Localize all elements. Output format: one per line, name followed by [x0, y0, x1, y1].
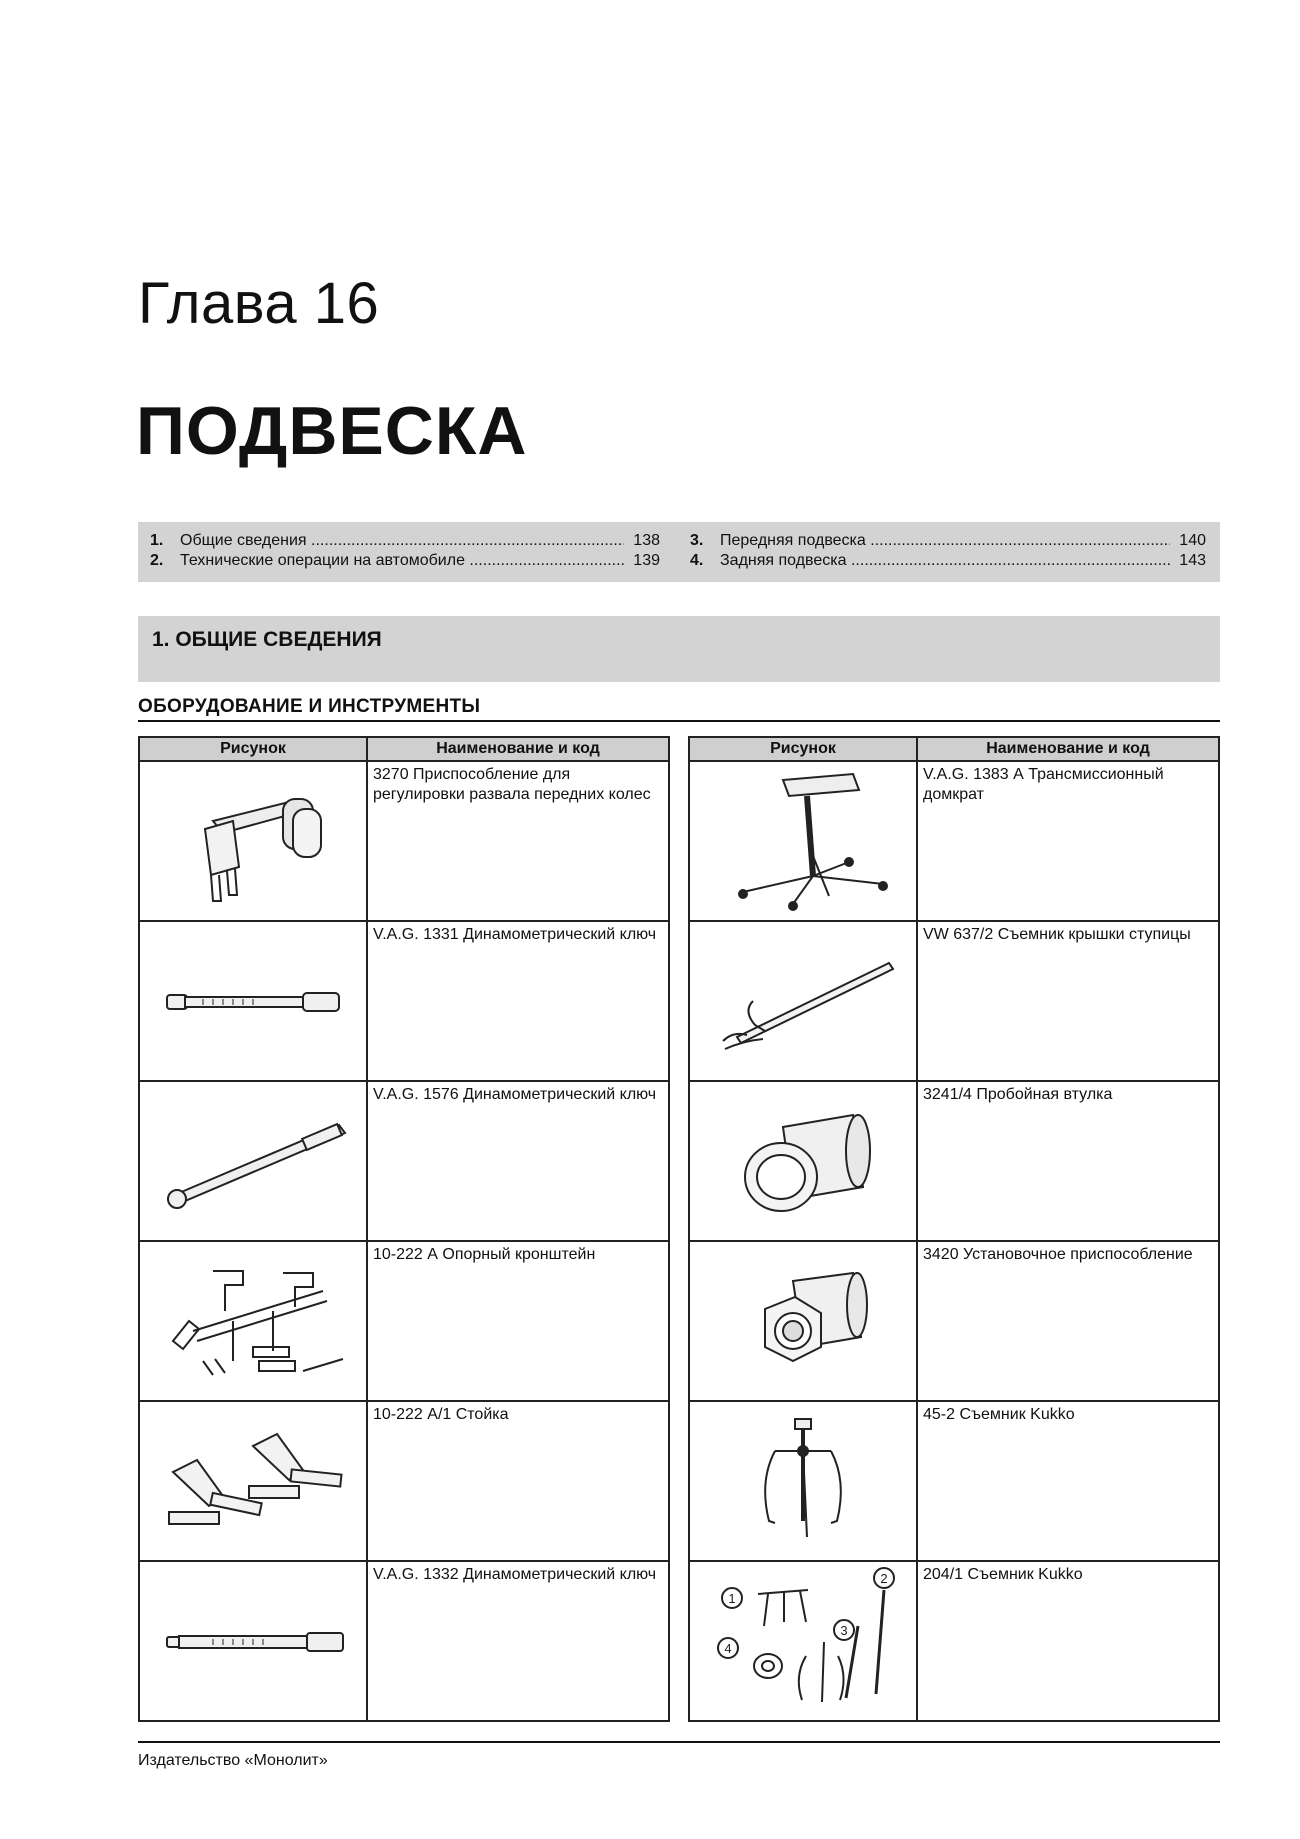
chapter-title: ПОДВЕСКА: [136, 393, 528, 469]
tool-name: 45-2 Съемник Kukko: [917, 1401, 1219, 1561]
tool-picture-cell: [689, 761, 917, 921]
section-header: [138, 616, 1220, 682]
tool-picture-cell: [689, 921, 917, 1081]
tool-picture-cell: [689, 1401, 917, 1561]
hub-cap-puller-icon: [703, 941, 903, 1061]
kukko-puller-icon: [703, 1411, 903, 1551]
tool-name: V.A.G. 1332 Динамометрический ключ: [367, 1561, 669, 1721]
column-header-name: Наименование и код: [367, 737, 669, 761]
toc-page: 139: [633, 552, 660, 569]
toc-item[interactable]: [690, 552, 1206, 572]
table-row: [139, 1241, 669, 1401]
tool-name: V.A.G. 1383 А Трансмиссионный домкрат: [917, 761, 1219, 921]
tool-name: 3420 Установочное приспособление: [917, 1241, 1219, 1401]
table-row: [139, 921, 669, 1081]
tool-picture-cell: [139, 1561, 367, 1721]
torque-wrench-long-icon: [153, 1101, 353, 1221]
toc-title: Задняя подвеска .....: [720, 552, 1170, 570]
set-label: 4: [724, 1641, 732, 1656]
toc-item[interactable]: [150, 532, 660, 552]
equipment-heading: ОБОРУДОВАНИЕ И ИНСТРУМЕНТЫ: [138, 696, 481, 717]
table-row: [689, 1241, 1219, 1401]
tool-picture-cell: [139, 1081, 367, 1241]
table-row: [689, 921, 1219, 1081]
table-row: [689, 1081, 1219, 1241]
tool-picture-cell: [139, 1401, 367, 1561]
table-row: [689, 761, 1219, 921]
heading-divider: [138, 720, 1220, 722]
tools-table-right: [688, 736, 1220, 1722]
tool-name: V.A.G. 1331 Динамометрический ключ: [367, 921, 669, 1081]
footer-divider: [138, 1741, 1220, 1743]
tool-picture-cell: [139, 761, 367, 921]
drift-sleeve-icon: [703, 1091, 903, 1231]
tool-name: 3241/4 Пробойная втулка: [917, 1081, 1219, 1241]
toc-number: 4.: [690, 552, 704, 569]
set-label: 3: [840, 1623, 848, 1638]
tool-picture-cell: [689, 1561, 917, 1721]
table-header-row: [689, 737, 1219, 761]
tool-name: VW 637/2 Съемник крышки ступицы: [917, 921, 1219, 1081]
tool-picture-cell: [139, 1241, 367, 1401]
table-header-row: [139, 737, 669, 761]
torque-wrench-icon: [153, 971, 353, 1031]
column-header-name: Наименование и код: [917, 737, 1219, 761]
table-of-contents: [138, 522, 1220, 582]
toc-item[interactable]: [690, 532, 1206, 552]
toc-page: 138: [633, 532, 660, 549]
tool-name: 204/1 Съемник Kukko: [917, 1561, 1219, 1721]
toc-number: 2.: [150, 552, 164, 569]
toc-page: 143: [1179, 552, 1206, 569]
toc-page: 140: [1179, 532, 1206, 549]
stand-icon: [153, 1416, 353, 1546]
support-bracket-icon: [153, 1251, 353, 1391]
toc-title: Технические операции на автомобиле .....: [180, 552, 624, 570]
toc-number: 1.: [150, 532, 164, 549]
tool-picture-cell: [689, 1081, 917, 1241]
table-row: [689, 1561, 1219, 1721]
transmission-jack-icon: [703, 766, 903, 916]
tool-name: V.A.G. 1576 Динамометрический ключ: [367, 1081, 669, 1241]
kukko-puller-set-icon: [698, 1566, 908, 1716]
table-row: [139, 761, 669, 921]
column-header-picture: Рисунок: [139, 737, 367, 761]
toc-number: 3.: [690, 532, 704, 549]
table-row: [689, 1401, 1219, 1561]
tools-table-left: [138, 736, 670, 1722]
camber-tool-icon: [153, 771, 353, 911]
chapter-label: Глава 16: [138, 271, 380, 336]
setting-tool-icon: [703, 1251, 903, 1391]
toc-title: Передняя подвеска .....: [720, 532, 1170, 550]
torque-wrench-icon: [153, 1611, 353, 1671]
section-title: 1. ОБЩИЕ СВЕДЕНИЯ: [152, 628, 382, 651]
toc-item[interactable]: [150, 552, 660, 572]
tool-name: 10-222 А/1 Стойка: [367, 1401, 669, 1561]
set-label: 1: [728, 1591, 736, 1606]
publisher-footer: Издательство «Монолит»: [138, 1752, 328, 1769]
toc-title: Общие сведения .....: [180, 532, 624, 550]
tool-picture-cell: [689, 1241, 917, 1401]
column-header-picture: Рисунок: [689, 737, 917, 761]
table-row: [139, 1561, 669, 1721]
table-row: [139, 1081, 669, 1241]
table-row: [139, 1401, 669, 1561]
tool-name: 3270 Приспособление для регулировки развала передних колес: [367, 761, 669, 921]
tool-picture-cell: [139, 921, 367, 1081]
set-label: 2: [880, 1571, 888, 1586]
tool-name: 10-222 А Опорный кронштейн: [367, 1241, 669, 1401]
